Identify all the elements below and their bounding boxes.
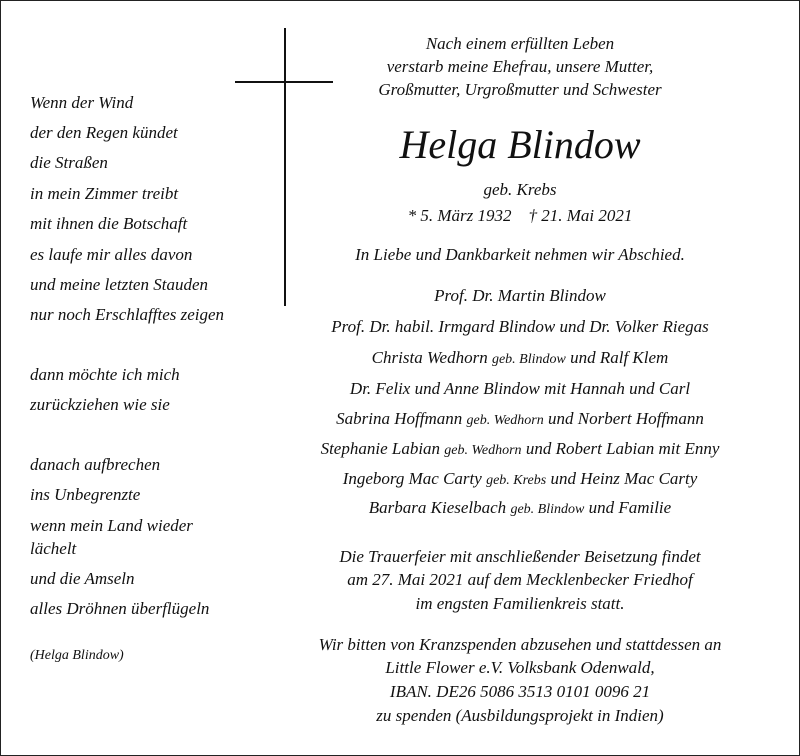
poem-line: Wenn der Wind	[30, 93, 134, 112]
mourner: Ingeborg Mac Carty geb. Krebs und Heinz Mac Carty	[342, 469, 698, 488]
funeral-line: am 27. Mai 2021 auf dem Mecklenbecker Friedhof	[347, 570, 693, 589]
poem-line: danach aufbrechen	[30, 455, 161, 474]
poem-line: nur noch Erschlafftes zeigen	[30, 305, 225, 324]
poem-line: dann möchte ich mich	[30, 365, 180, 384]
mourner: Prof. Dr. habil. Irmgard Blindow und Dr. Volker Riegas	[331, 317, 709, 336]
poem-line: lächelt	[30, 539, 77, 558]
donation-line: Little Flower e.V. Volksbank Odenwald,	[385, 658, 655, 677]
funeral-line: im engsten Familienkreis statt.	[415, 594, 625, 613]
intro-line: Großmutter, Urgroßmutter und Schwester	[378, 80, 662, 99]
poem-line: ins Unbegrenzte	[30, 485, 141, 504]
donation-line: IBAN. DE26 5086 3513 0101 0096 21	[389, 682, 651, 701]
poem-line: die Straßen	[30, 153, 108, 172]
poem-line: und die Amseln	[30, 569, 135, 588]
intro-line: verstarb meine Ehefrau, unsere Mutter,	[386, 57, 654, 76]
birth-date: * 5. März 1932	[407, 206, 512, 225]
donation-line: Wir bitten von Kranzspenden abzusehen und stattdessen an	[318, 635, 722, 654]
poem-author: (Helga Blindow)	[30, 648, 124, 663]
poem-line: der den Regen kündet	[30, 123, 178, 142]
mourner: Christa Wedhorn geb. Blindow und Ralf Klem	[371, 348, 669, 367]
mourner: Sabrina Hoffmann geb. Wedhorn und Norbert Hoffmann	[336, 409, 704, 428]
death-date: † 21. Mai 2021	[528, 206, 633, 225]
mourner: Dr. Felix und Anne Blindow mit Hannah und Carl	[349, 379, 691, 398]
life-dates	[270, 206, 770, 226]
donation-line: zu spenden (Ausbildungsprojekt in Indien)	[376, 706, 664, 725]
mourner: Barbara Kieselbach geb. Blindow und Familie	[368, 498, 672, 517]
mourner: Prof. Dr. Martin Blindow	[434, 286, 606, 305]
poem-line: in mein Zimmer treibt	[30, 184, 179, 203]
maiden-name: geb. Krebs	[483, 180, 557, 199]
farewell-text: In Liebe und Dankbarkeit nehmen wir Abschied.	[355, 245, 685, 264]
poem-line: zurückziehen wie sie	[30, 395, 170, 414]
intro-line: Nach einem erfüllten Leben	[425, 34, 615, 53]
poem-line: wenn mein Land wieder	[30, 516, 193, 535]
poem-line: es laufe mir alles davon	[30, 245, 193, 264]
poem-line: und meine letzten Stauden	[30, 275, 208, 294]
deceased-name: Helga Blindow	[399, 122, 641, 167]
poem-line: mit ihnen die Botschaft	[30, 214, 188, 233]
poem-line: alles Dröhnen überflügeln	[30, 599, 210, 618]
mourner: Stephanie Labian geb. Wedhorn und Robert Labian mit Enny	[320, 439, 720, 458]
funeral-line: Die Trauerfeier mit anschließender Beisetzung findet	[339, 547, 701, 566]
